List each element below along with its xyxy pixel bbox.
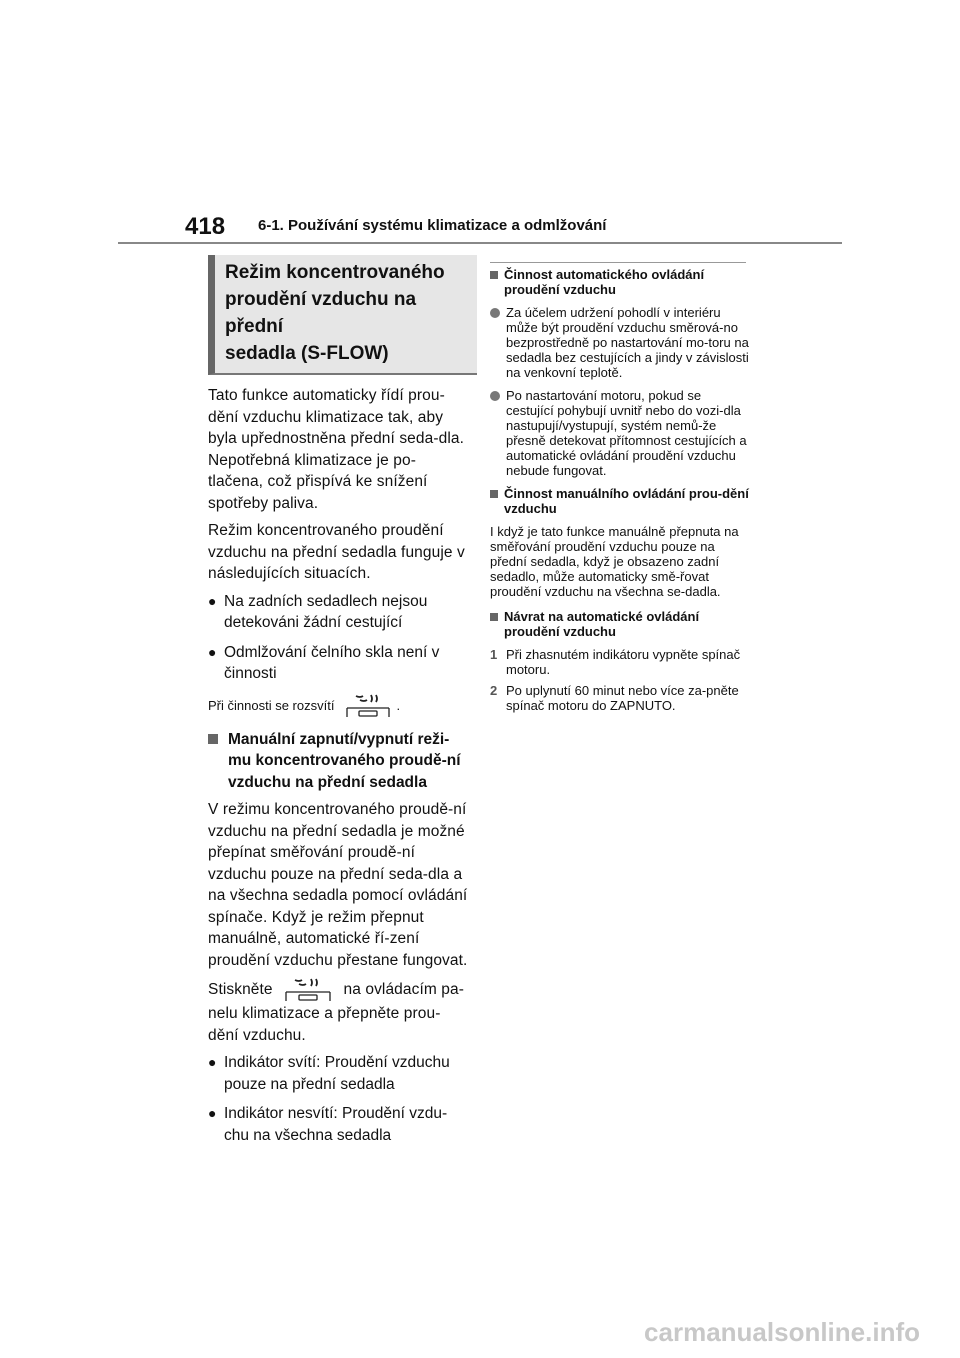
indicator-note-end: .	[396, 698, 401, 713]
round-bullet-icon	[490, 391, 500, 401]
auto-heading-text: Činnost automatického ovládání proudění vzduchu	[504, 267, 705, 297]
manual-heading	[208, 729, 470, 794]
square-bullet-icon	[490, 490, 498, 498]
bullet-icon: ●	[208, 1105, 217, 1121]
step-text: Při zhasnutém indikátoru vypněte spínač motoru.	[506, 647, 741, 677]
manual-heading-text: Manuální zapnutí/vypnutí reži-mu koncentrovaného proudě-ní vzduchu na přední sedadla	[228, 730, 461, 791]
square-bullet-icon	[208, 734, 218, 744]
manual-control-paragraph: I když je tato funkce manuálně přepnuta na směřování proudění vzduchu pouze na přední sedadla, když je obsazeno zadní sedadlo, může automaticky smě-řovat proudění vzduchu na všechna se-dadla.	[490, 524, 739, 599]
list-item	[208, 1103, 470, 1146]
left-column	[208, 255, 470, 1154]
manual-control-heading	[490, 486, 752, 516]
manual-control-heading-text: Činnost manuálního ovládání prou-dění vzduchu	[504, 486, 749, 516]
bullet-text: Indikátor nesvítí: Proudění vzdu-chu na všechna sedadla	[224, 1105, 448, 1144]
indicator-note	[208, 693, 470, 719]
bullet-text: Indikátor svítí: Proudění vzduchu pouze na přední sedadla	[224, 1054, 450, 1093]
square-bullet-icon	[490, 613, 498, 621]
s-flow-icon	[344, 693, 392, 719]
section-title-line: sedadla (S-FLOW)	[225, 343, 389, 364]
section-title-box	[208, 255, 477, 375]
situations-paragraph: Režim koncentrovaného proudění vzduchu na přední sedadla funguje v následujících situacích.	[208, 522, 465, 582]
intro-paragraph: Tato funkce automaticky řídí prou-dění vzduchu klimatizace tak, aby byla upřednostněna přední seda-dla. Nepotřebná klimatizace je po-tlačena, což přispívá ke snížení spotřeby paliva.	[208, 387, 464, 512]
press-before-text: Stiskněte	[208, 981, 273, 999]
bullet-text: Za účelem udržení pohodlí v interiéru může být proudění vzduchu směrová-no bezprostředně po nastartování mo-toru na sedadla bez cestujících a jindy v závislosti na venkovní teplotě.	[506, 305, 749, 380]
auto-heading	[490, 267, 752, 297]
round-bullet-icon	[490, 308, 500, 318]
indicator-note-text: Při činnosti se rozsvítí	[208, 698, 335, 713]
page-number: 418	[185, 213, 226, 240]
bullet-icon: ●	[208, 643, 217, 660]
square-bullet-icon	[490, 271, 498, 279]
right-column	[490, 262, 752, 719]
list-item	[490, 388, 752, 478]
step-text: Po uplynutí 60 minut nebo více za-pněte spínač motoru do ZAPNUTO.	[506, 683, 739, 713]
bullet-icon: ●	[208, 1054, 217, 1070]
manual-paragraph: V režimu koncentrovaného proudě-ní vzduchu na přední sedadla je možné přepínat směřování proudě-ní vzduchu pouze na přední seda-dla a na všechna sedadla pomocí ovládání spínače. Když je režim přepnut manuálně, automatické ří-zení proudění vzduchu přestane fungovat.	[208, 801, 468, 969]
step-number: 2	[490, 683, 498, 698]
list-item	[208, 642, 470, 685]
header-divider	[118, 242, 842, 244]
bullet-text: Na zadních sedadlech nejsou detekováni žádní cestující	[224, 592, 428, 631]
page-header	[0, 0, 960, 250]
chapter-title: 6-1. Používání systému klimatizace a odmlžování	[258, 217, 607, 234]
step-item	[490, 683, 752, 713]
return-heading	[490, 609, 752, 639]
bullet-text: Po nastartování motoru, pokud se cestující pohybují uvnitř nebo do vozi-dla nastupují/vystupují, systém nemů-že přesně detekovat přítomnost cestujících a automatické ovládání proudění vzduchu nebude fungovat.	[506, 388, 747, 478]
bullet-text: Odmlžování čelního skla není v činnosti	[224, 643, 440, 682]
list-item	[208, 591, 470, 634]
return-heading-text: Návrat na automatické ovládání proudění vzduchu	[504, 609, 700, 639]
bullet-icon: ●	[208, 592, 217, 609]
list-item	[208, 1052, 470, 1095]
watermark: carmanualsonline.info	[644, 1317, 920, 1347]
press-instruction	[208, 977, 470, 1046]
step-number: 1	[490, 647, 498, 662]
section-title-line: proudění vzduchu na přední	[225, 289, 417, 337]
step-item	[490, 647, 752, 677]
list-item	[490, 305, 752, 380]
press-after-text: na ovládacím pa-nelu klimatizace a přepněte prou-dění vzduchu.	[208, 981, 464, 1044]
right-divider	[490, 262, 746, 263]
s-flow-button-icon	[283, 977, 333, 1003]
section-title-line: Režim koncentrovaného	[225, 262, 445, 283]
